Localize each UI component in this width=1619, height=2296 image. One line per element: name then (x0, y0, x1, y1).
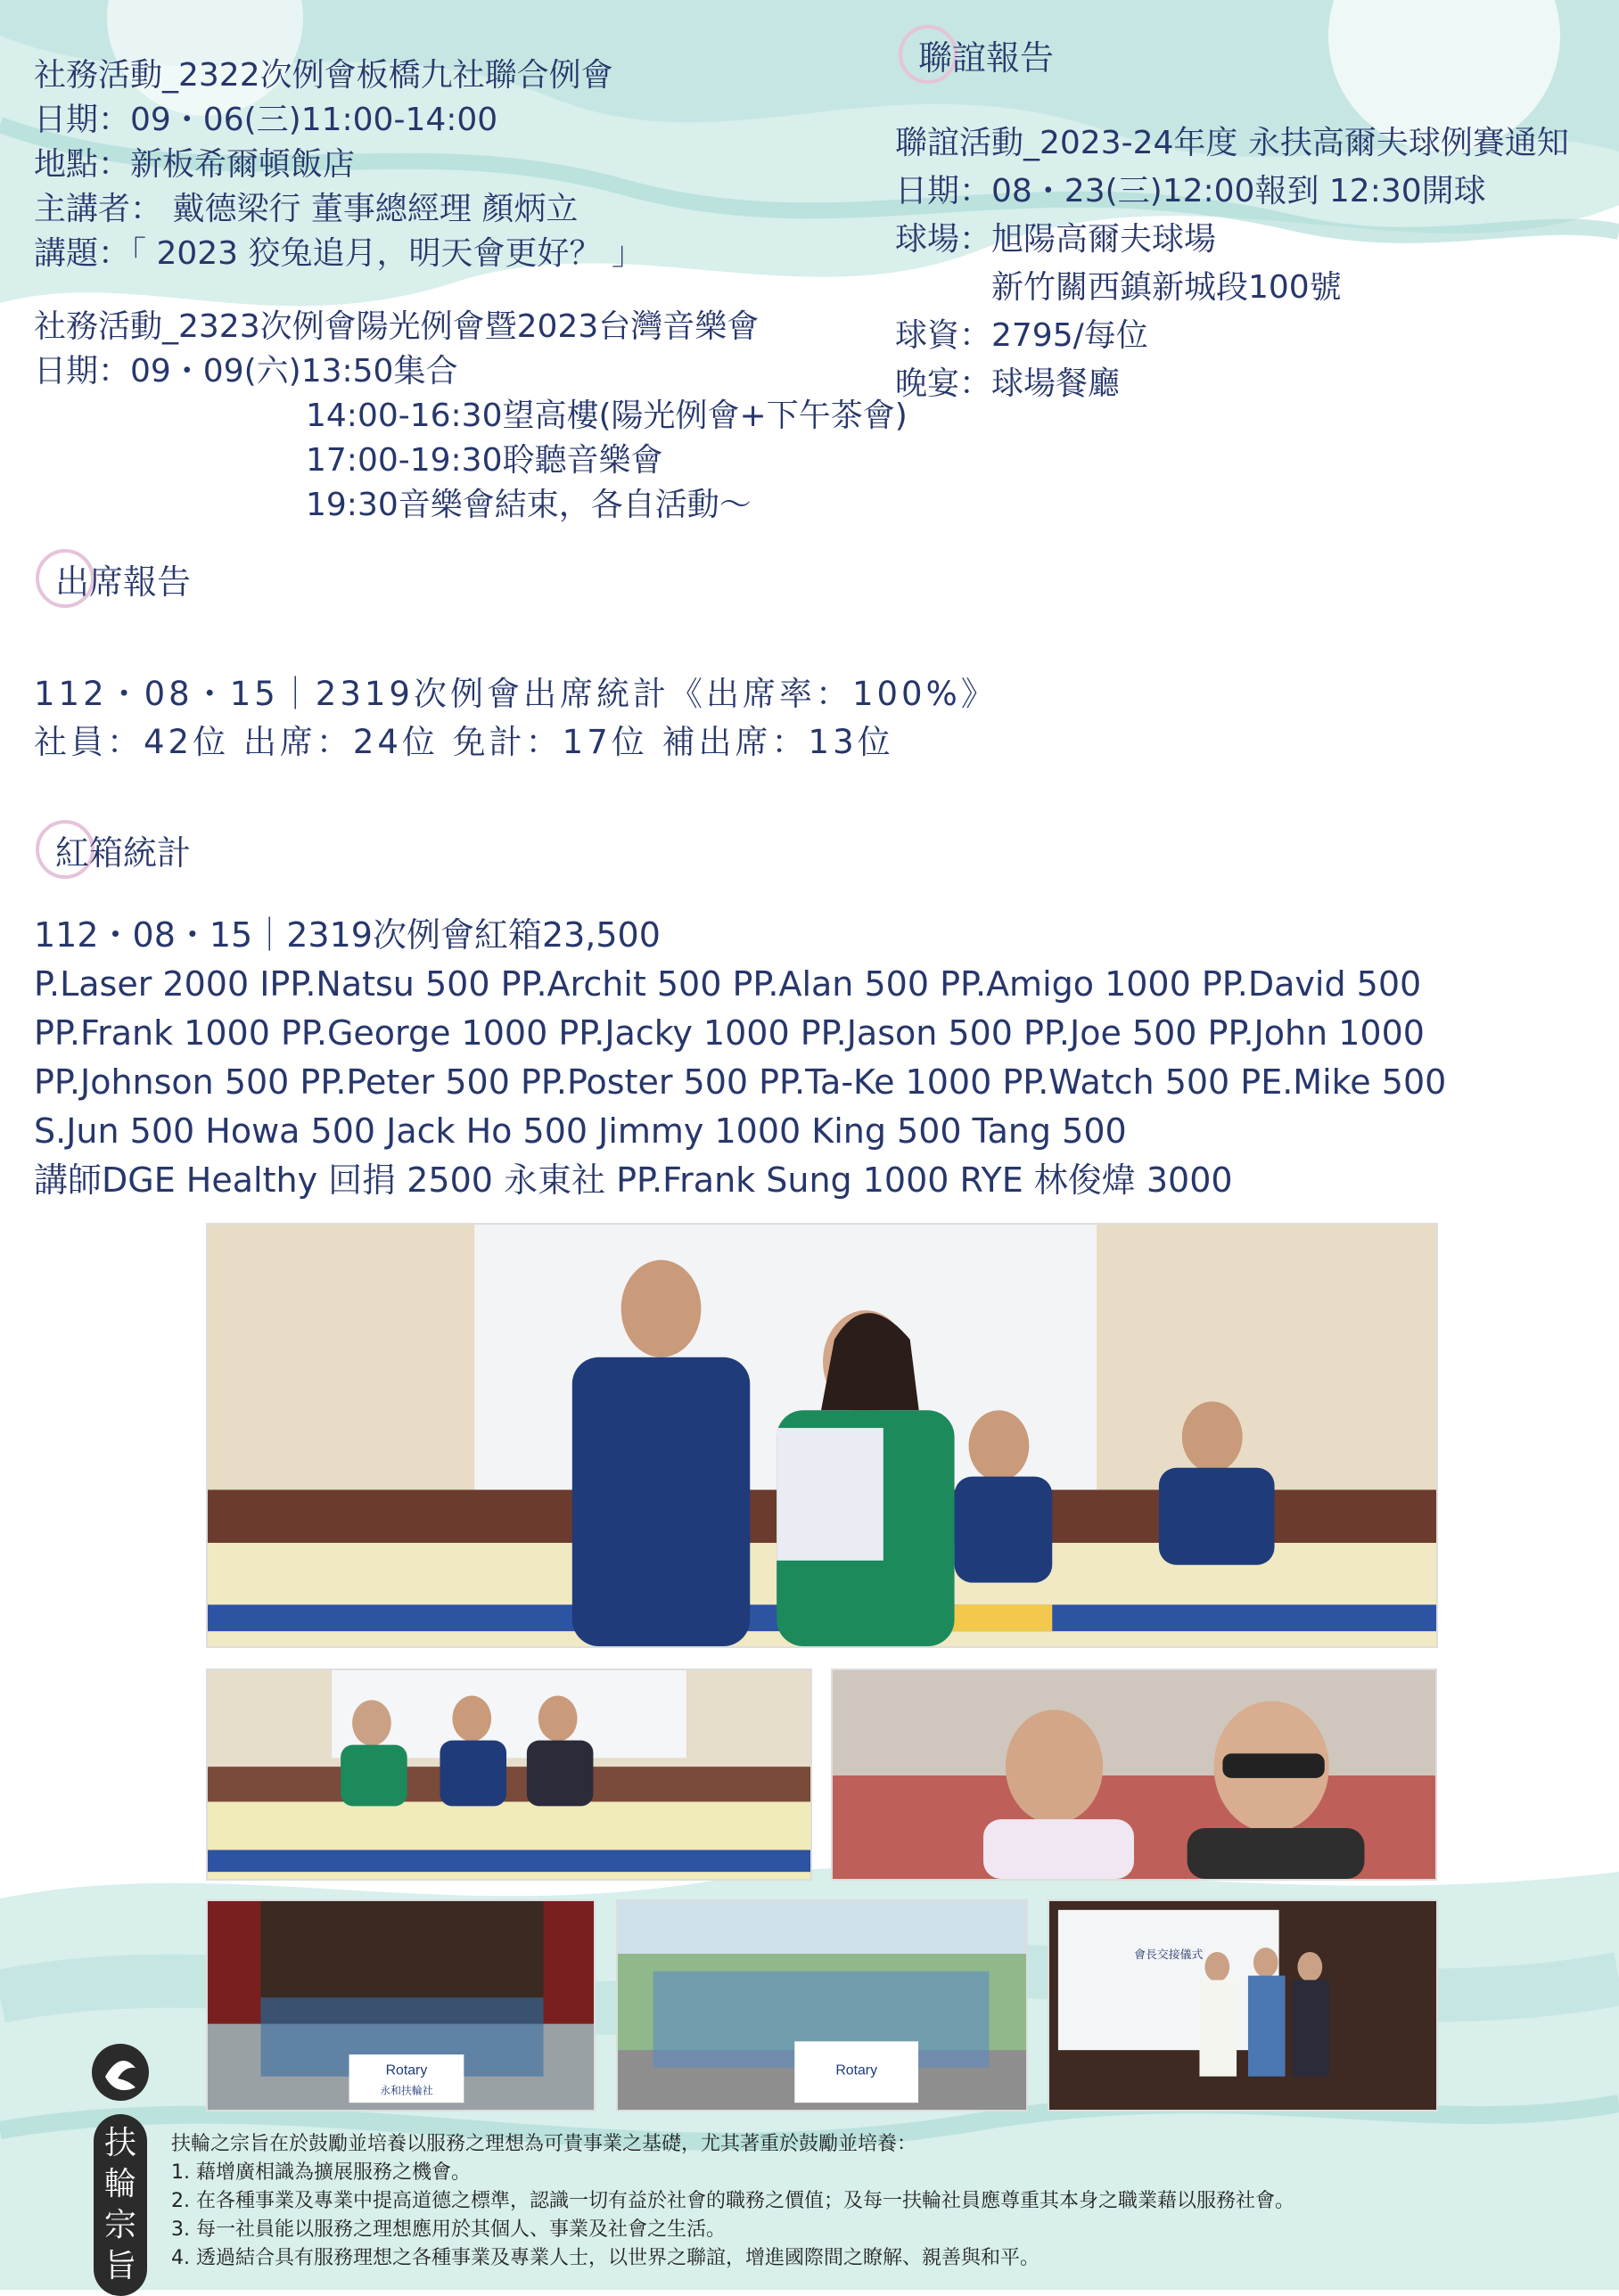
red-box-line: PP.Frank 1000 PP.George 1000 PP.Jacky 1000 PP.Jason 500 PP.Joe 500 PP.John 1000 (34, 1013, 1425, 1053)
tenet-item: 2. 在各種事業及專業中提高道德之標準，認識一切有益於社會的職務之價值；及每一扶輪社員應尊重其本身之職業藉以服務社會。 (171, 2190, 1294, 2212)
red-box-line: 講師DGE Healthy 回捐 2500 永東社 PP.Frank Sung 1000 RYE 林俊煒 3000 (34, 1160, 1233, 1200)
fellowship-heading: 聯誼報告 (899, 25, 1054, 84)
banner-subtext: 永和扶輪社 (380, 2084, 433, 2097)
attendance-rate: 112・08・15｜2319次例會出席統計《出席率：100%》 (34, 675, 998, 713)
red-box-line: P.Laser 2000 IPP.Natsu 500 PP.Archit 500 PP.Alan 500 PP.Amigo 1000 PP.David 500 (34, 964, 1422, 1004)
activity-line: 講題：「 2023 狡兔追月，明天會更好？ 」 (34, 235, 644, 272)
rotary-tenets (171, 2130, 1294, 2273)
fellowship-line: 聯誼活動_2023-24年度 永扶高爾夫球例賽通知 (895, 125, 1569, 161)
activity-line: 社務活動_2322次例會板橋九社聯合例會 (34, 57, 613, 94)
photo-outdoor-group (616, 1899, 1028, 2112)
fellowship-line: 球資：2795/每位 (895, 317, 1148, 354)
activity-line: 日期：09・06(三)11:00-14:00 (34, 102, 498, 138)
rotary-swirl-icon (89, 2041, 152, 2103)
activity-2322 (34, 53, 908, 276)
attendance-heading: 出席報告 (36, 549, 191, 608)
photo-handover (1048, 1899, 1438, 2112)
activity-2323 (34, 305, 908, 528)
activity-schedule-line: 17:00-19:30聆聽音樂會 (306, 442, 663, 479)
photo-main-exchange (206, 1223, 1438, 1648)
banner-text: Rotary (835, 2062, 878, 2079)
fellowship-line: 日期：08・23(三)12:00報到 12:30開球 (895, 173, 1486, 209)
activity-schedule-line: 19:30音樂會結束，各自活動～ (306, 487, 752, 523)
club-activities (34, 53, 908, 528)
screen-caption: 會長交接儀式 (1134, 1948, 1204, 1962)
red-box-line: PP.Johnson 500 PP.Peter 500 PP.Poster 500 PP.Ta-Ke 1000 PP.Watch 500 PE.Mike 500 (34, 1062, 1447, 1102)
activity-schedule-line: 14:00-16:30望高樓(陽光例會+下午茶會) (306, 398, 908, 434)
red-box-list (34, 911, 1446, 1205)
tenet-item: 3. 每一社員能以服務之理想應用於其個人、事業及社會之生活。 (171, 2218, 726, 2241)
tenets-badge-label: 扶輪宗旨 (94, 2114, 147, 2296)
fellowship-line: 球場：旭陽高爾夫球場 (895, 221, 1217, 258)
banner-text: Rotary (385, 2062, 428, 2079)
fellowship-line: 新竹關西鎮新城段100號 (895, 269, 1342, 306)
activity-line: 主講者： 戴德梁行 董事總經理 顏炳立 (34, 191, 579, 227)
activity-line: 社務活動_2323次例會陽光例會暨2023台灣音樂會 (34, 308, 760, 345)
photo-selfie (831, 1669, 1437, 1881)
fellowship-report (895, 119, 1569, 408)
tenets-badge (89, 2041, 152, 2296)
attendance-report (34, 670, 998, 767)
activity-line: 日期：09・09(六)13:50集合 (34, 353, 458, 390)
photo-head-table (206, 1669, 812, 1881)
tenets-intro: 扶輪之宗旨在於鼓勵並培養以服務之理想為可貴事業之基礎，尤其著重於鼓勵並培養： (171, 2133, 917, 2155)
photo-temple-group (206, 1899, 596, 2112)
red-box-line: 112・08・15｜2319次例會紅箱23,500 (34, 915, 661, 955)
tenet-item: 1. 藉增廣相識為擴展服務之機會。 (171, 2161, 471, 2184)
attendance-counts: 社員：42位 出席：24位 免計：17位 補出席：13位 (34, 723, 894, 761)
red-box-heading: 紅箱統計 (36, 820, 191, 879)
tenet-item: 4. 透過結合具有服務理想之各種事業及專業人士，以世界之聯誼，增進國際間之瞭解、親善與和平。 (171, 2247, 1040, 2269)
fellowship-line: 晚宴：球場餐廳 (895, 365, 1121, 402)
red-box-line: S.Jun 500 Howa 500 Jack Ho 500 Jimmy 1000 King 500 Tang 500 (34, 1111, 1127, 1151)
activity-line: 地點：新板希爾頓飯店 (34, 146, 356, 183)
